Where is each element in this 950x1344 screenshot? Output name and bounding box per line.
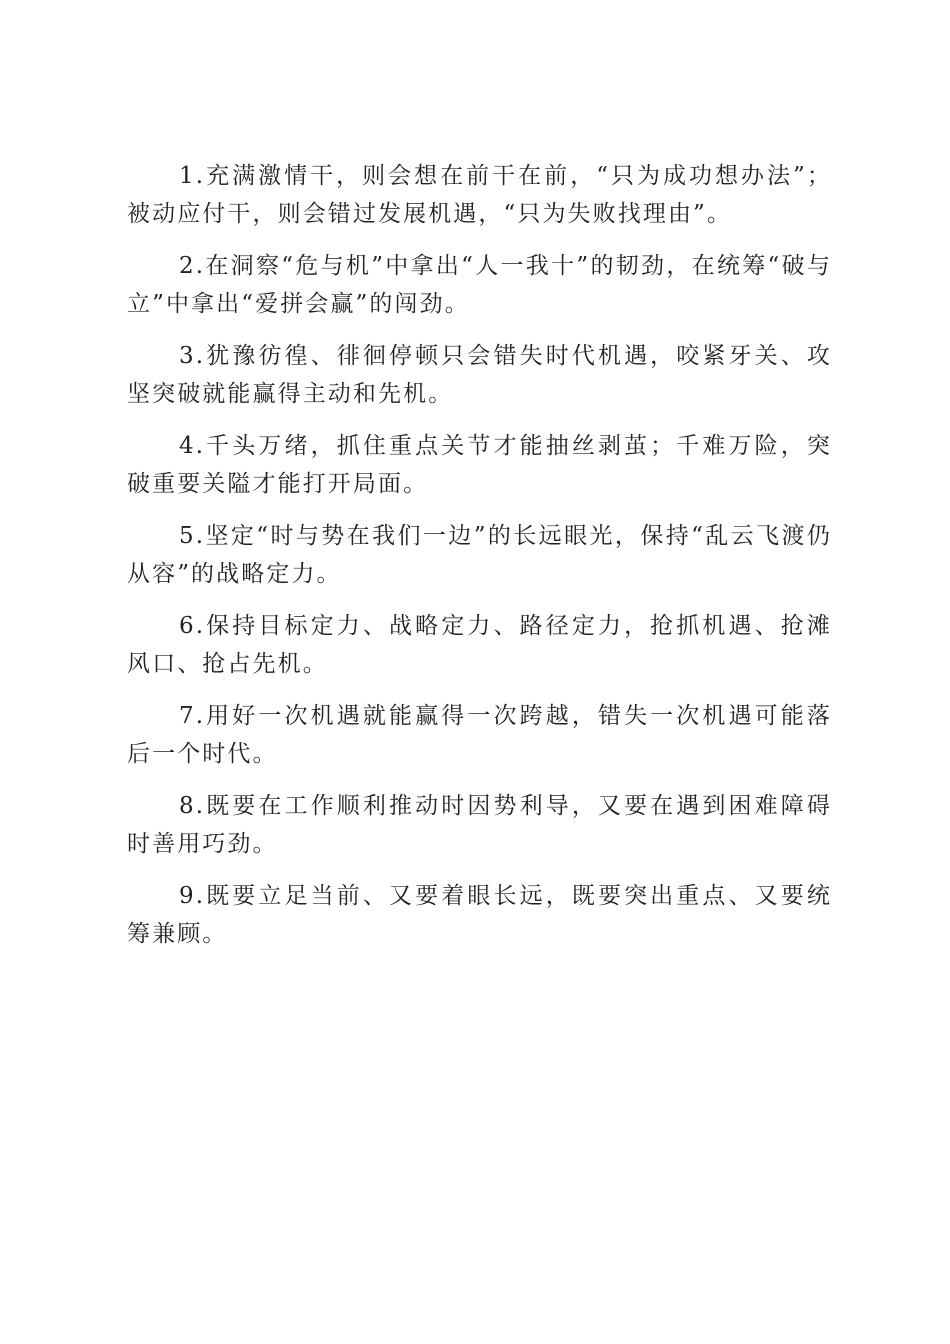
item-text: 保持目标定力、战略定力、路径定力，抢抓机遇、抢滩风口、抢占先机。	[127, 613, 832, 677]
item-text: 既要立足当前、又要着眼长远，既要突出重点、又要统筹兼顾。	[127, 883, 832, 947]
item-number: 8.	[179, 793, 206, 819]
list-item	[127, 877, 832, 953]
list-item	[127, 517, 832, 593]
list-item	[127, 337, 832, 413]
list-item	[127, 427, 832, 503]
item-text: 既要在工作顺利推动时因势利导，又要在遇到困难障碍时善用巧劲。	[127, 793, 832, 857]
item-text: 千头万绪，抓住重点关节才能抽丝剥茧；千难万险，突破重要关隘才能打开局面。	[127, 433, 832, 497]
item-number: 3.	[179, 343, 206, 369]
item-number: 5.	[179, 523, 206, 549]
item-number: 9.	[179, 883, 206, 909]
item-text: 用好一次机遇就能赢得一次跨越，错失一次机遇可能落后一个时代。	[127, 703, 832, 767]
item-number: 6.	[179, 613, 206, 639]
document-body	[127, 157, 832, 967]
list-item	[127, 247, 832, 323]
item-text: 充满激情干，则会想在前干在前，“只为成功想办法”；被动应付干，则会错过发展机遇，“只为失败找理由”。	[127, 163, 832, 227]
item-number: 4.	[179, 433, 206, 459]
list-item	[127, 157, 832, 233]
item-number: 1.	[179, 163, 206, 189]
item-number: 7.	[179, 703, 206, 729]
item-text: 犹豫彷徨、徘徊停顿只会错失时代机遇，咬紧牙关、攻坚突破就能赢得主动和先机。	[127, 343, 832, 407]
item-number: 2.	[179, 253, 206, 279]
item-text: 在洞察“危与机”中拿出“人一我十”的韧劲，在统筹“破与立”中拿出“爱拼会赢”的闯劲。	[127, 253, 832, 317]
list-item	[127, 787, 832, 863]
list-item	[127, 607, 832, 683]
list-item	[127, 697, 832, 773]
item-text: 坚定“时与势在我们一边”的长远眼光，保持“乱云飞渡仍从容”的战略定力。	[127, 523, 832, 587]
